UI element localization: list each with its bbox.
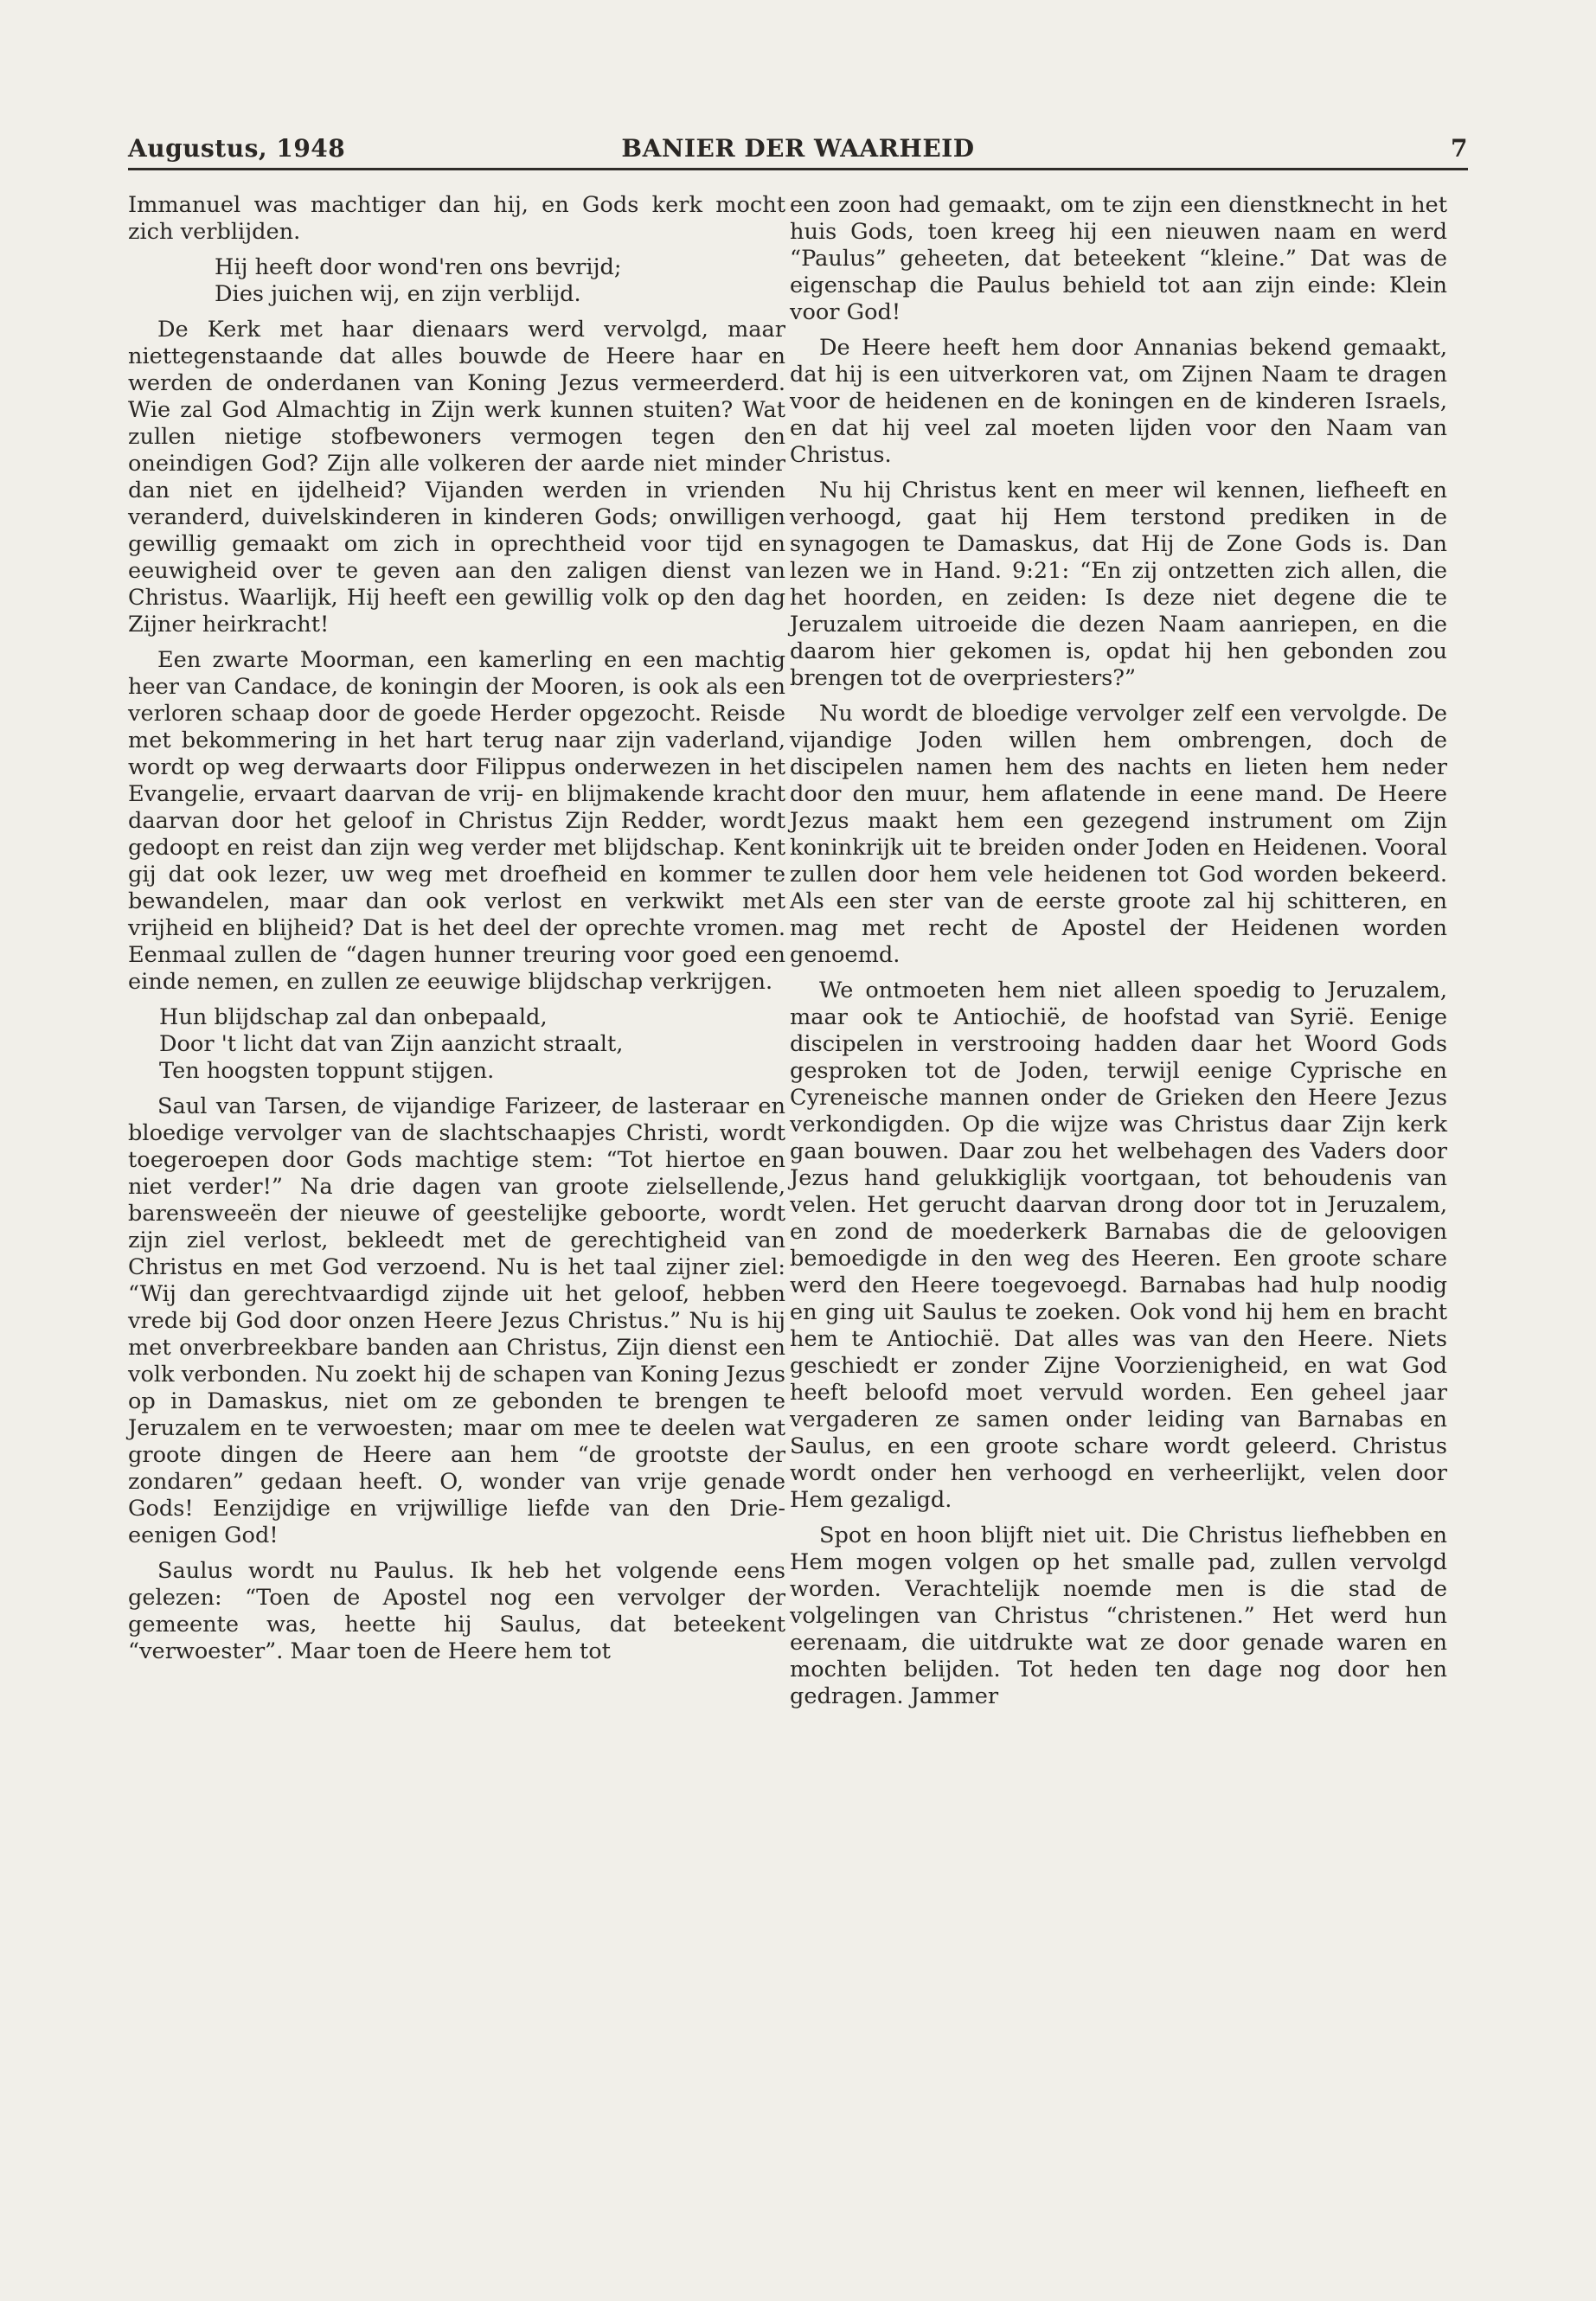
left-column [128,192,785,1674]
header-title: BANIER DER WAARHEID [621,134,975,163]
paragraph: De Kerk met haar dienaars werd vervolgd, maar niettegenstaande dat alles bouwde de Heere haar en werden de onderdanen van Koning Jezus vermeerderd. Wie zal God Almachtig in Zijn werk kunnen stuiten? Wat zullen nietige stofbewoners vermogen tegen den oneindigen God? Zijn alle volkeren der aarde niet minder dan niet en ijdelheid? Vijanden werden in vrienden veranderd, duivelskinderen in kinderen Gods; onwilligen gewillig gemaakt om zich in oprechtheid voor tijd en eeuwigheid over te geven aan den zaligen dienst van Christus. Waarlijk, Hij heeft een gewillig volk op den dag Zijner heirkracht! [128,317,785,638]
verse [128,1004,785,1085]
verse-line: Dies juichen wij, en zijn verblijd. [215,281,581,307]
paragraph: een zoon had gemaakt, om te zijn een dienstknecht in het huis Gods, toen kreeg hij een nieuwen naam en werd “Paulus” geheeten, dat beteekent “kleine.” Dat was de eigenschap die Paulus behield tot aan zijn einde: Klein voor God! [790,192,1447,325]
paragraph: Een zwarte Moorman, een kamerling en een machtig heer van Candace, de koningin der Mooren, is ook als een verloren schaap door de goede Herder opgezocht. Reisde met bekommering in het hart terug naar zijn vaderland, wordt op weg derwaarts door Filippus onderwezen in het Evangelie, ervaart daarvan de vrij- en blijmakende kracht daarvan door het geloof in Christus Zijn Redder, wordt gedoopt en reist dan zijn weg verder met blijdschap. Kent gij dat ook lezer, uw weg met droefheid en kommer te bewandelen, maar dan ook verlost en verkwikt met vrijheid en blijheid? Dat is het deel der oprechte vromen. Eenmaal zullen de “dagen hunner treuring voor goed een einde nemen, en zullen ze eeuwige blijdschap verkrijgen. [128,647,785,995]
paragraph: Spot en hoon blijft niet uit. Die Christus liefhebben en Hem mogen volgen op het smalle pad, zullen vervolgd worden. Verachtelijk noemde men is die stad de volgelingen van Christus “christenen.” Het werd hun eerenaam, die uitdrukte wat ze door genade waren en mochten belijden. Tot heden ten dage nog door hen gedragen. Jammer [790,1522,1447,1709]
verse-line: Hij heeft door wond'ren ons bevrijd; [215,254,622,280]
paragraph: Nu hij Christus kent en meer wil kennen, liefheeft en verhoogd, gaat hij Hem terstond prediken in de synagogen te Damaskus, dat Hij de Zone Gods is. Dan lezen we in Hand. 9:21: “En zij ontzetten zich allen, die het hoorden, en zeiden: Is deze niet degene die te Jeruzalem uitroeide die dezen Naam aanriepen, en die daarom hier gekomen is, opdat hij hen gebonden zou brengen tot de overpriesters?” [790,478,1447,691]
page-number: 7 [1451,134,1468,163]
header-date: Augustus, 1948 [128,134,346,163]
verse-line: Hun blijdschap zal dan onbepaald, [159,1004,548,1030]
paragraph: We ontmoeten hem niet alleen spoedig to Jeruzalem, maar ook te Antiochië, de hoofstad van Syrië. Eenige discipelen in verstrooing hadden daar het Woord Gods gesproken tot de Joden, terwijl eenige Cyprische en Cyreneische mannen onder de Grieken den Heere Jezus verkondigden. Op die wijze was Christus daar Zijn kerk gaan bouwen. Daar zou het welbehagen des Vaders door Jezus hand gelukkiglijk voortgaan, tot behoudenis van velen. Het gerucht daarvan drong door tot in Jeruzalem, en zond de moederkerk Barnabas die de geloovigen bemoedigde in den weg des Heeren. Een groote schare werd den Heere toegevoegd. Barnabas had hulp noodig en ging uit Saulus te zoeken. Ook vond hij hem en bracht hem te Antiochië. Dat alles was van den Heere. Niets geschiedt er zonder Zijne Voorzienigheid, en wat God heeft beloofd moet vervuld worden. Een geheel jaar vergaderen ze samen onder leiding van Barnabas en Saulus, en een groote schare wordt geleerd. Christus wordt onder hen verhoogd en verheerlijkt, velen door Hem gezaligd. [790,977,1447,1513]
running-header [128,130,1468,170]
paragraph: Saul van Tarsen, de vijandige Farizeer, de lasteraar en bloedige vervolger van de slachtschaapjes Christi, wordt toegeroepen door Gods machtige stem: “Tot hiertoe en niet verder!” Na drie dagen van groote zielsellende, barensweeën der nieuwe of geestelijke geboorte, wordt zijn ziel verlost, bekleedt met de gerechtigheid van Christus en met God verzoend. Nu is het taal zijner ziel: “Wij dan gerechtvaardigd zijnde uit het geloof, hebben vrede bij God door onzen Heere Jezus Christus.” Nu is hij met onverbreekbare banden aan Christus, Zijn dienst een volk verbonden. Nu zoekt hij de schapen van Koning Jezus op in Damaskus, niet om ze gebonden te brengen te Jeruzalem en te verwoesten; maar om mee te deelen wat groote dingen de Heere aan hem “de grootste der zondaren” gedaan heeft. O, wonder van vrije genade Gods! Eenzijdige en vrijwillige liefde van den Drie-eenigen God! [128,1093,785,1548]
verse [128,254,785,308]
verse-line: Door 't licht dat van Zijn aanzicht straalt, [159,1031,624,1057]
paragraph: Saulus wordt nu Paulus. Ik heb het volgende eens gelezen: “Toen de Apostel nog een vervolger der gemeente was, heette hij Saulus, dat beteekent “verwoester”. Maar toen de Heere hem tot [128,1558,785,1664]
paragraph: De Heere heeft hem door Annanias bekend gemaakt, dat hij is een uitverkoren vat, om Zijnen Naam te dragen voor de heidenen en de koningen en de kinderen Israels, en dat hij veel zal moeten lijden voor den Naam van Christus. [790,335,1447,468]
right-column [790,192,1447,1719]
paragraph: Nu wordt de bloedige vervolger zelf een vervolgde. De vijandige Joden willen hem ombrengen, doch de discipelen namen hem des nachts en lieten hem neder door den muur, hem aflatende in eene mand. De Heere Jezus maakt hem een gezegend instrument om Zijn koninkrijk uit te breiden onder Joden en Heidenen. Vooral zullen door hem vele heidenen tot God worden bekeerd. Als een ster van de eerste groote zal hij schitteren, en mag met recht de Apostel der Heidenen worden genoemd. [790,701,1447,968]
verse-line: Ten hoogsten toppunt stijgen. [159,1058,495,1084]
paragraph: Immanuel was machtiger dan hij, en Gods kerk mocht zich verblijden. [128,192,785,245]
